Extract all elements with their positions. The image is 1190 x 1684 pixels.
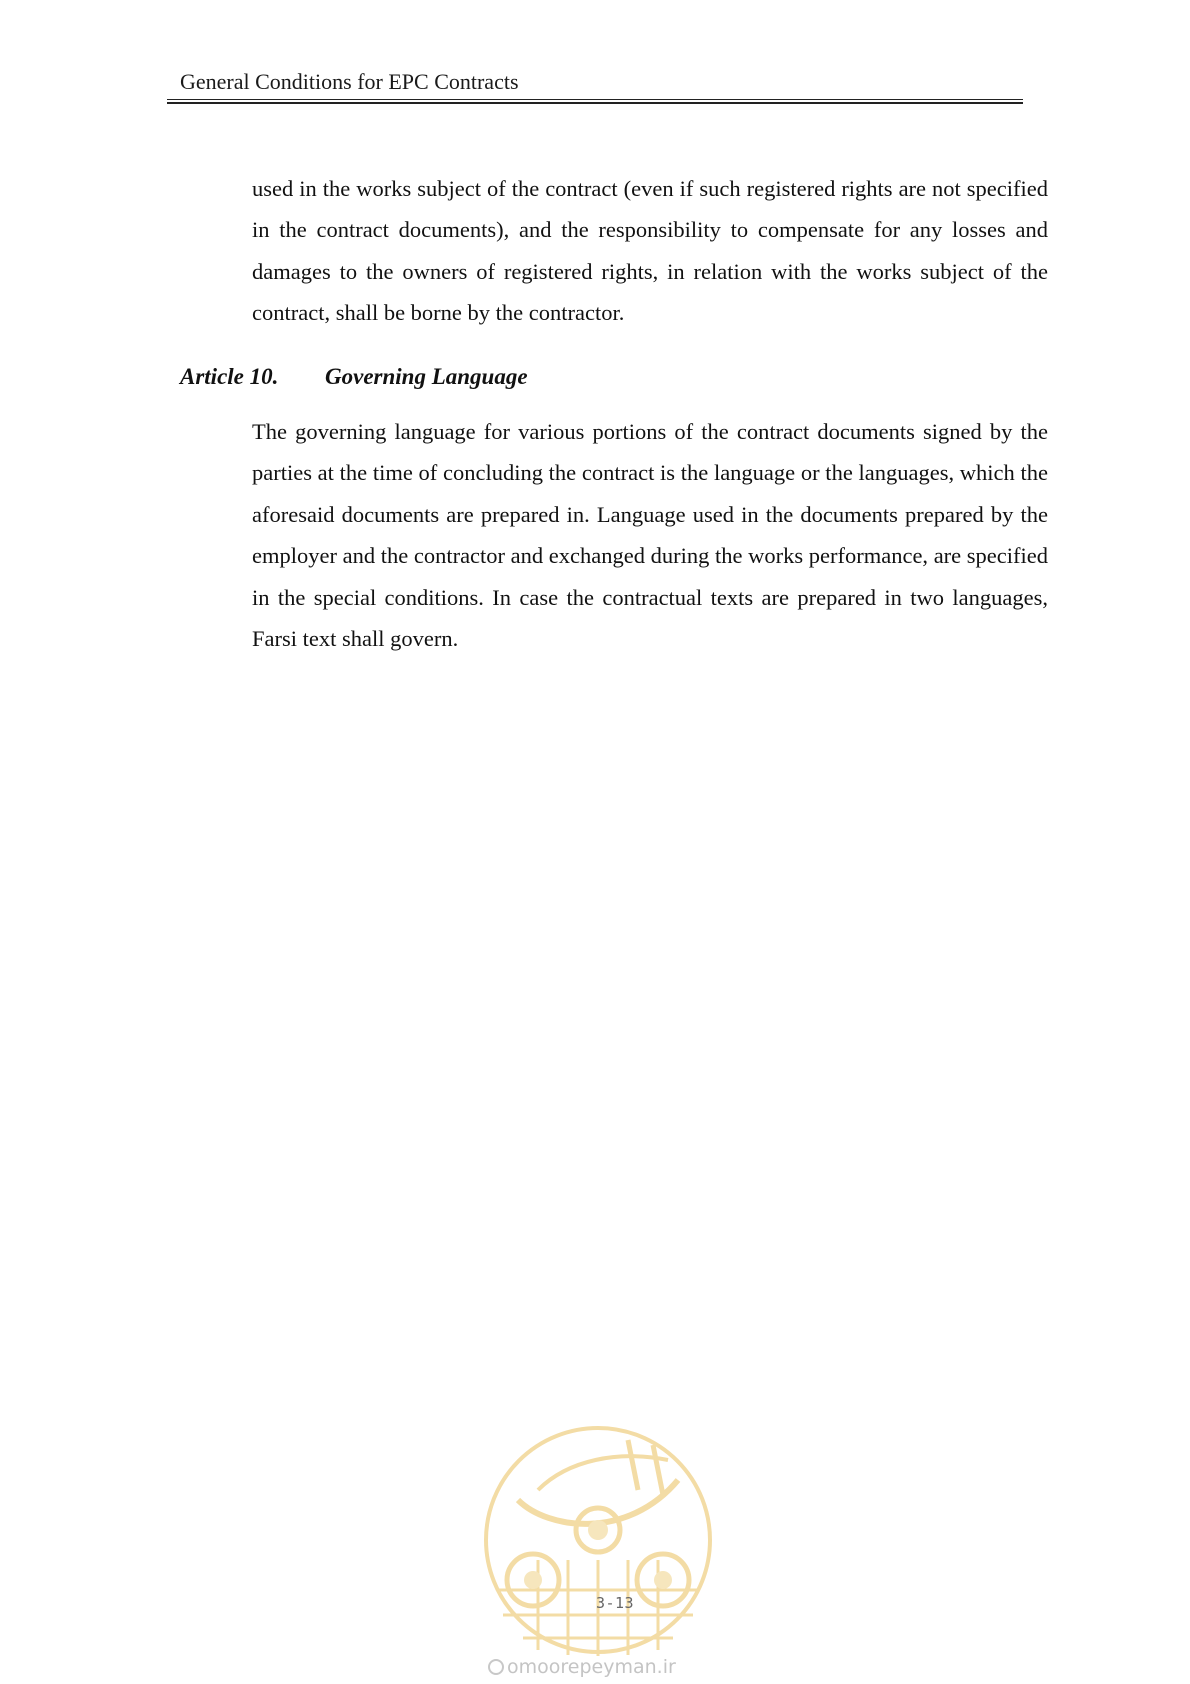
paragraph-continued: used in the works subject of the contract (even if such registered rights are not specified in the contract documents), and the responsibility to compensate for any losses and damages to the owners of registered rights, in relation with the works subject of the contract, shall be borne by the contractor. — [252, 176, 1048, 326]
header-rule-thick — [167, 102, 1023, 104]
header-rule — [167, 99, 1023, 100]
paragraph-governing-language: The governing language for various portions of the contract documents signed by the parties at the time of concluding the contract is the language or the languages, which the aforesaid documents are prepared in. Language used in the documents prepared by the employer and the contractor and exchanged during the works performance, are specified in the special conditions. In case the contractual texts are prepared in two languages, Farsi text shall govern. — [252, 419, 1048, 652]
watermark-logo-icon — [478, 1420, 718, 1660]
globe-icon — [488, 1659, 504, 1675]
watermark-site-text: omoorepeyman.ir — [507, 1656, 676, 1678]
page-number: 3-13 — [595, 1594, 635, 1612]
header-title: General Conditions for EPC Contracts — [180, 69, 519, 94]
article-heading — [180, 362, 528, 392]
article-title: Governing Language — [325, 364, 528, 389]
page-header — [167, 68, 1047, 104]
article-number: Article 10. — [180, 364, 279, 389]
watermark-site — [488, 1656, 708, 1678]
